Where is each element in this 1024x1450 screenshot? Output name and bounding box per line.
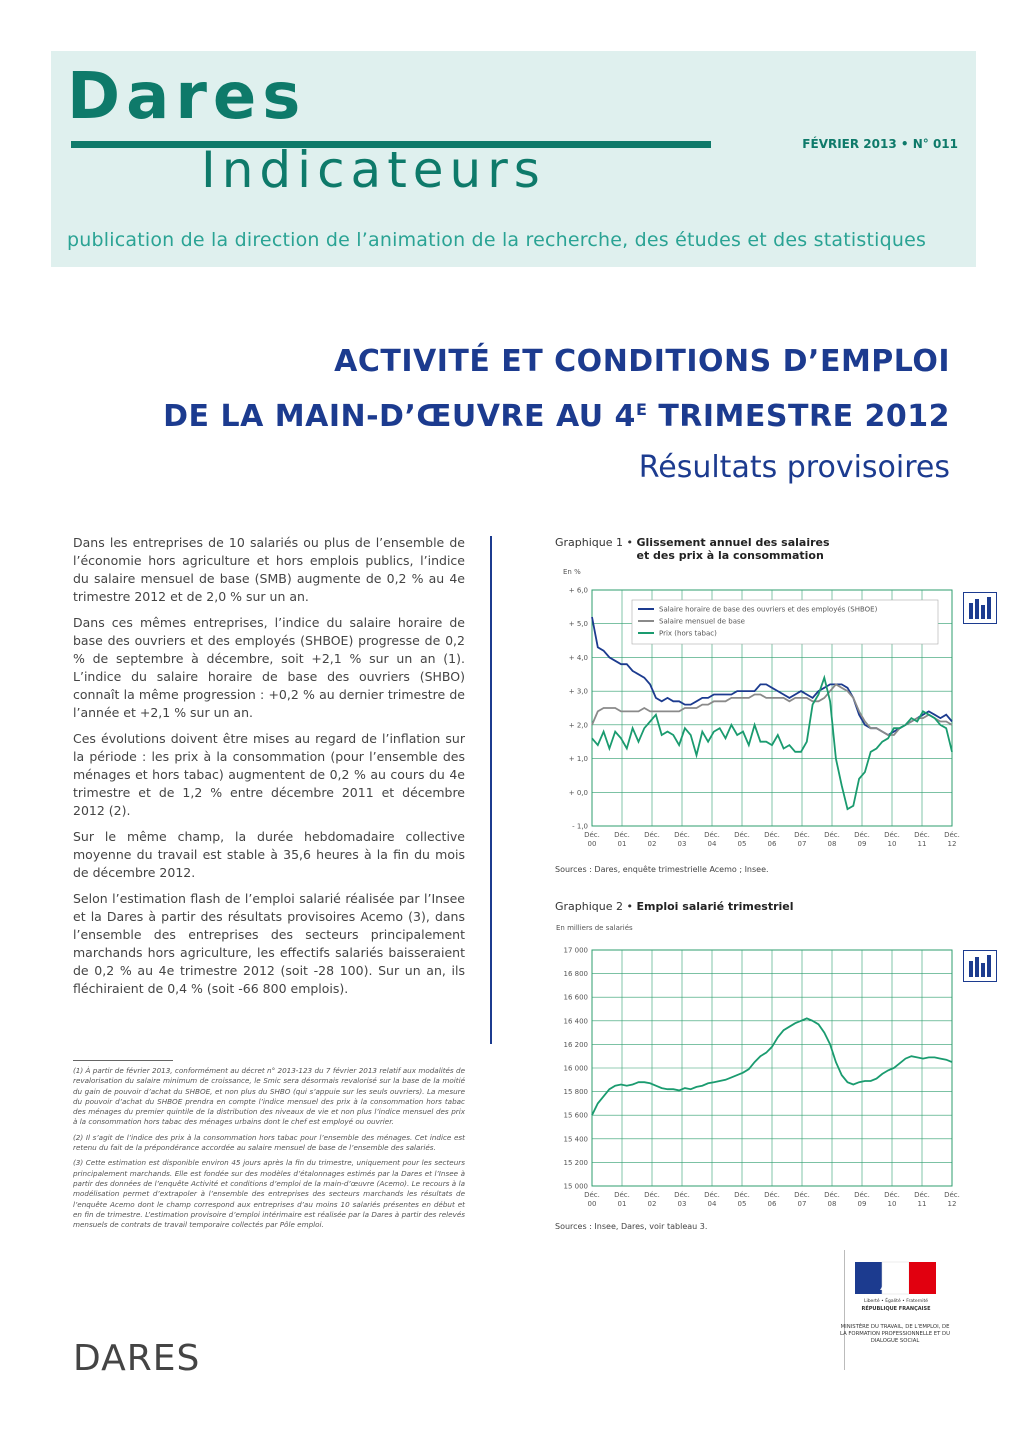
x-tick-label: 10 [887,840,897,848]
x-tick-label: Déc. [764,1191,780,1199]
chart-2-ylabel: En milliers de salariés [556,924,633,932]
x-tick-label: 07 [797,1200,807,1208]
x-tick-label: Déc. [914,1191,930,1199]
chart-2-label: Graphique 2 [555,900,624,913]
x-tick-label: 03 [677,1200,687,1208]
chart-2-title: Graphique 2 • Emploi salarié trimestriel [555,900,794,913]
legend-entry: Salaire horaire de base des ouvriers et des employés (SHBOE) [659,605,878,614]
x-tick-label: Déc. [944,831,960,839]
x-tick-label: Déc. [614,1191,630,1199]
x-tick-label: 01 [617,1200,627,1208]
y-tick-label: 16 600 [563,993,588,1002]
x-tick-label: 04 [707,840,717,848]
x-tick-label: Déc. [764,831,780,839]
x-tick-label: Déc. [734,831,750,839]
footnotes [73,1066,465,1235]
y-tick-label: + 5,0 [568,620,588,629]
page-title [163,338,950,441]
title-line-1: ACTIVITÉ ET CONDITIONS D’EMPLOI [334,344,950,379]
x-tick-label: 08 [827,840,837,848]
chart-1-ylabel: En % [563,568,581,576]
x-tick-label: 06 [767,840,777,848]
footnote-3: (3) Cette estimation est disponible environ 45 jours après la fin du trimestre, uniquement pour les secteurs principalement marchands. Elle est fondée sur des modèles d’étalonnages estimés par la Dares et l’Insee à partir des données de l’enquête Activité et conditions d’emploi de la main-d’œuvre (Acemo). Le recours à la modélisation permet d’extrapoler à l’ensemble des entreprises des secteurs marchands les résultats de l’enquête Acemo dont le champ correspond aux entreprises d’au moins 10 salariés présentes en début et en fin de trimestre. L’estimation provisoire d’emploi intérimaire est réalisée par la Dares à partir des relevés mensuels de contrats de travail temporaire collectés par Pôle emploi. [73,1158,465,1230]
x-tick-label: 05 [737,840,747,848]
page-subtitle: Résultats provisoires [638,450,950,485]
y-tick-label: 16 200 [563,1040,588,1049]
svg-text:Liberté • Égalité • Fraternité: Liberté • Égalité • Fraternité [863,1299,929,1304]
x-tick-label: 05 [737,1200,747,1208]
column-divider [490,536,492,1044]
y-tick-label: 16 800 [563,970,588,979]
title-line-2: DE LA MAIN-D’ŒUVRE AU $4^E$ TRIMESTRE 2012 [163,399,950,434]
masthead [51,51,976,267]
footnote-2: (2) Il s’agit de l’indice des prix à la consommation hors tabac pour l’ensemble des ménages. Cet indice est retenu du fait de la prépondérance accordée au salaire mensuel de base de l’ensemble des salariés. [73,1132,465,1153]
chart-1 [540,578,965,860]
y-tick-label: 15 600 [563,1111,588,1120]
paragraph-4: Sur le même champ, la durée hebdomadaire collective moyenne du travail est stable à 35,6 heures à la fin du mois de décembre 2012. [73,829,465,880]
republique-francaise-logo [840,1250,950,1324]
x-tick-label: 04 [707,1200,717,1208]
summary-text [73,534,465,1006]
x-tick-label: 03 [677,840,687,848]
paragraph-3: Ces évolutions doivent être mises au regard de l’inflation sur la période : les prix à la consommation (pour l’ensemble des ménages et hors tabac) augmentent de 0,2 % au cours du 4e trimestre et de 1,2 % entre décembre 2011 et décembre 2012 (2). [73,731,465,818]
x-tick-label: Déc. [854,1191,870,1199]
x-tick-label: 02 [647,1200,657,1208]
chart-1-title: Graphique 1 • Glissement annuel des salaires et des prix à la consommation [555,536,830,562]
y-tick-label: 15 400 [563,1135,588,1144]
logo-dares: Dares [67,60,307,134]
footnote-1: (1) À partir de février 2013, conformément au décret n° 2013-123 du 7 février 2013 relatif aux modalités de revalorisation du salaire minimum de croissance, le Smic sera désormais revalorisé sur la base de la moitié du gain de pouvoir d’achat du SHBOE, et non plus du SHBO (qui s’appuie sur les seuls ouvriers). La mesure du pouvoir d’achat du SHBOE prendra en compte l’indice mensuel des prix à la consommation hors tabac des ménages du premier quintile de la distribution des niveaux de vie et non plus l’indice mensuel des prix à la consommation hors tabac des ménages urbains dont le chef est employé ou ouvrier. [73,1066,465,1127]
publication-tagline: publication de la direction de l’animation de la recherche, des études et des statistiques [67,229,927,251]
x-tick-label: 12 [947,1200,957,1208]
x-tick-label: 01 [617,840,627,848]
chart-2 [540,938,965,1220]
x-tick-label: 08 [827,1200,837,1208]
x-tick-label: Déc. [614,831,630,839]
x-tick-label: Déc. [884,831,900,839]
issue-date: FÉVRIER 2013 • N° 011 [802,137,958,151]
x-tick-label: Déc. [704,1191,720,1199]
x-tick-label: 09 [857,1200,867,1208]
x-tick-label: 00 [587,1200,597,1208]
chart-data-icon[interactable] [963,950,997,982]
dares-footer-logo: DARES [73,1338,201,1379]
ministry-logo [840,1250,950,1370]
x-tick-label: Déc. [674,1191,690,1199]
legend-entry: Salaire mensuel de base [659,617,745,626]
x-tick-label: 10 [887,1200,897,1208]
y-tick-label: + 3,0 [568,687,588,696]
x-tick-label: 06 [767,1200,777,1208]
chart-1-source: Sources : Dares, enquête trimestrielle Acemo ; Insee. [555,865,769,874]
y-tick-label: 16 400 [563,1017,588,1026]
x-tick-label: Déc. [584,831,600,839]
y-tick-label: 15 200 [563,1158,588,1167]
logo-indicateurs: Indicateurs [201,141,546,199]
x-tick-label: Déc. [944,1191,960,1199]
x-tick-label: Déc. [884,1191,900,1199]
x-tick-label: Déc. [824,831,840,839]
chart-2-source: Sources : Insee, Dares, voir tableau 3. [555,1222,708,1231]
chart-1-label: Graphique 1 [555,536,624,549]
x-tick-label: Déc. [644,831,660,839]
x-tick-label: Déc. [914,831,930,839]
legend-entry: Prix (hors tabac) [659,629,717,638]
x-tick-label: Déc. [794,1191,810,1199]
paragraph-5: Selon l’estimation flash de l’emploi salarié réalisée par l’Insee et la Dares à partir des résultats provisoires Acemo (3), dans l’ensemble des entreprises des secteurs principalement marchands hors agriculture, les effectifs salariés baisseraient de 0,2 % au 4e trimestre 2012 (soit -28 100). Sur un an, ils fléchiraient de 0,4 % (soit -66 800 emplois). [73,891,465,996]
x-tick-label: 11 [917,840,927,848]
x-tick-label: 02 [647,840,657,848]
ministry-name: MINISTÈRE DU TRAVAIL, DE L’EMPLOI, DE LA FORMATION PROFESSIONNELLE ET DU DIALOGUE SOCIAL [840,1324,950,1344]
x-tick-label: Déc. [794,831,810,839]
x-tick-label: Déc. [644,1191,660,1199]
chart-data-icon[interactable] [963,592,997,624]
footnote-rule [73,1060,173,1061]
x-tick-label: Déc. [854,831,870,839]
y-tick-label: - 1,0 [572,822,588,831]
y-tick-label: + 2,0 [568,721,588,730]
x-tick-label: Déc. [674,831,690,839]
y-tick-label: 16 000 [563,1064,588,1073]
paragraph-2: Dans ces mêmes entreprises, l’indice du salaire horaire de base des ouvriers et des employés (SHBOE) progresse de 0,2 % de septembre à décembre, soit +2,1 % sur un an (1). L’indice du salaire horaire de base des ouvriers (SHBO) connaît la même progression : +0,2 % au dernier trimestre de l’année et +2,1 % sur un an. [73,615,465,720]
y-tick-label: 15 800 [563,1088,588,1097]
y-tick-label: + 4,0 [568,653,588,662]
y-tick-label: + 6,0 [568,586,588,595]
x-tick-label: Déc. [704,831,720,839]
y-tick-label: + 0,0 [568,788,588,797]
x-tick-label: 07 [797,840,807,848]
y-tick-label: + 1,0 [568,755,588,764]
y-tick-label: 17 000 [563,946,588,955]
x-tick-label: 00 [587,840,597,848]
y-tick-label: 15 000 [563,1182,588,1191]
x-tick-label: 12 [947,840,957,848]
x-tick-label: Déc. [734,1191,750,1199]
x-tick-label: 09 [857,840,867,848]
x-tick-label: 11 [917,1200,927,1208]
x-tick-label: Déc. [824,1191,840,1199]
paragraph-1: Dans les entreprises de 10 salariés ou plus de l’ensemble de l’économie hors agriculture et hors emplois publics, l’indice du salaire mensuel de base (SMB) augmente de 0,2 % au 4e trimestre 2012 et de 2,0 % sur un an. [73,535,465,604]
svg-text:RÉPUBLIQUE FRANÇAISE: RÉPUBLIQUE FRANÇAISE [861,1306,931,1312]
x-tick-label: Déc. [584,1191,600,1199]
